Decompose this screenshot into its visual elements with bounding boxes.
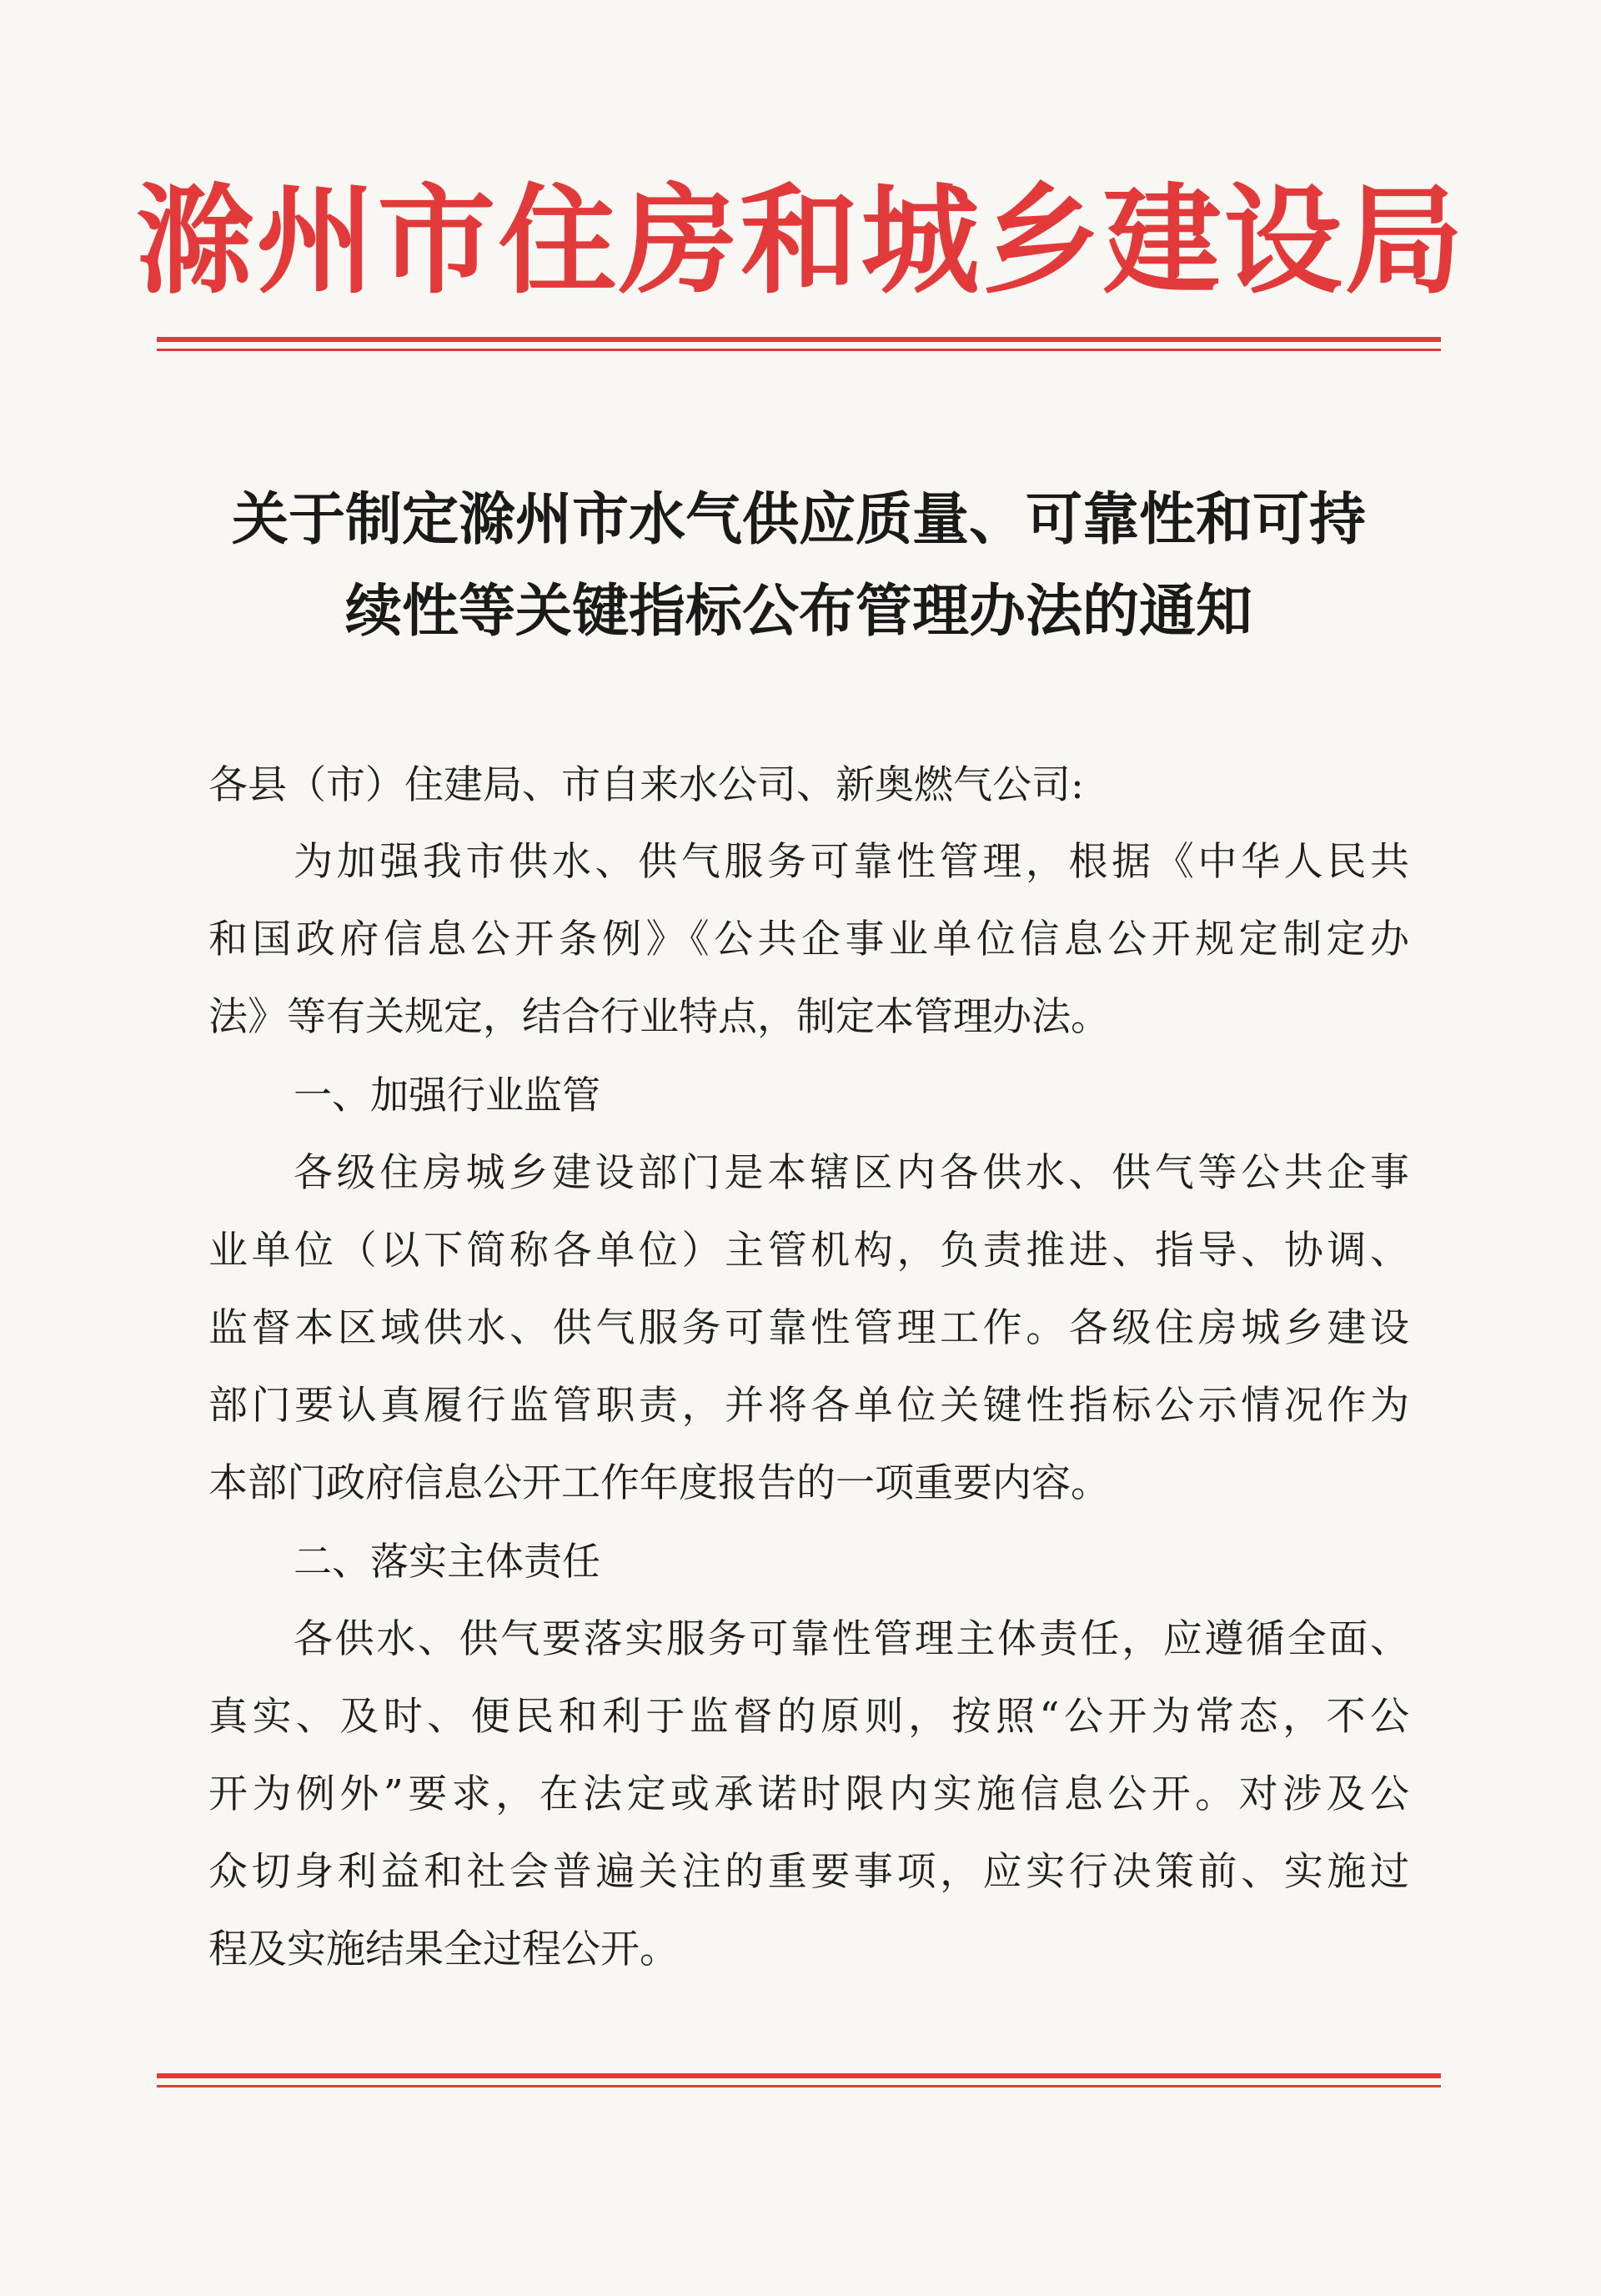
notice-title-line-1: 关于制定滁州市水气供应质量、可靠性和可持 xyxy=(231,487,1366,553)
footer-rule-thin xyxy=(157,2085,1441,2088)
intro-line-2: 和国政府信息公开条例》《公共企事业单位信息公开规定制定办 xyxy=(208,917,1409,962)
section-2-line-5: 程及实施结果全过程公开。 xyxy=(208,1927,679,1972)
salutation: 各县（市）住建局、市自来水公司、新奥燃气公司: xyxy=(208,762,1084,808)
section-1-line-1: 各级住房城乡建设部门是本辖区内各供水、供气等公共企事 xyxy=(294,1150,1409,1196)
intro-line-1: 为加强我市供水、供气服务可靠性管理，根据《中华人民共 xyxy=(294,839,1409,885)
section-2-line-2: 真实、及时、便民和利于监督的原则，按照“公开为常态，不公 xyxy=(208,1694,1409,1740)
section-1-line-4: 部门要认真履行监管职责，并将各单位关键性指标公示情况作为 xyxy=(208,1383,1409,1429)
letterhead-org-name: 滁州市住房和城乡建设局 xyxy=(135,172,1466,310)
letterhead-rule-thin xyxy=(157,349,1441,351)
section-1-heading: 一、加强行业监管 xyxy=(294,1073,600,1118)
section-2-line-4: 众切身利益和社会普遍关注的重要事项，应实行决策前、实施过 xyxy=(208,1849,1409,1895)
section-1-line-5: 本部门政府信息公开工作年度报告的一项重要内容。 xyxy=(208,1460,1110,1506)
footer-rule-thick xyxy=(157,2073,1441,2078)
section-1-line-2: 业单位（以下简称各单位）主管机构，负责推进、指导、协调、 xyxy=(208,1228,1409,1274)
section-2-line-3: 开为例外”要求，在法定或承诺时限内实施信息公开。对涉及公 xyxy=(208,1771,1409,1817)
section-2-line-1: 各供水、供气要落实服务可靠性管理主体责任，应遵循全面、 xyxy=(294,1616,1409,1662)
section-1-line-3: 监督本区域供水、供气服务可靠性管理工作。各级住房城乡建设 xyxy=(208,1305,1409,1351)
letterhead-rule-thick xyxy=(157,337,1441,342)
section-2-heading: 二、落实主体责任 xyxy=(294,1539,600,1584)
notice-title-line-2: 续性等关键指标公布管理办法的通知 xyxy=(344,579,1252,645)
intro-line-3: 法》等有关规定，结合行业特点，制定本管理办法。 xyxy=(208,994,1110,1040)
